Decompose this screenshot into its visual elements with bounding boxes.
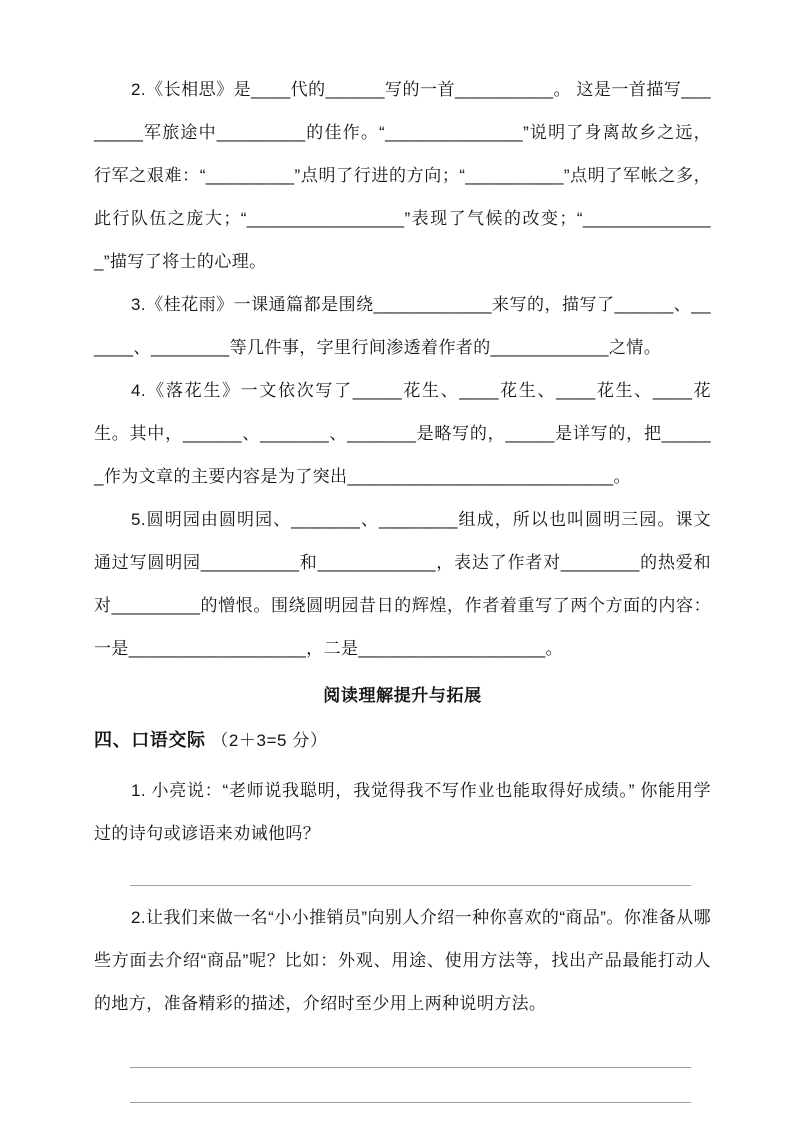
oral-section-score: （2＋3=5 分） bbox=[211, 731, 328, 750]
fill-question-3: 3.《桂花雨》一课通篇都是围绕____________来写的，描写了______、______、________等几件事，字里行间渗透着作者的____________之情。 bbox=[94, 295, 711, 357]
fill-question-5: 5.圆明园由圆明园、_______、________组成，所以也叫圆明三园。课文通过写圆明园__________和____________，表达了作者对________的热爱和对_________的憎恨。围绕圆明园昔日的辉煌，作者着重写了两个方面的内容：一是__________________，二是___________________。 bbox=[94, 510, 711, 658]
answer-line bbox=[130, 1067, 691, 1068]
reading-section-heading: 阅读理解提升与拓展 bbox=[323, 686, 482, 705]
fill-question-4: 4.《落花生》一文依次写了_____花生、____花生、____花生、____花生。其中，______、_______、_______是略写的，_____是详写的，把______作为文章的主要内容是为了突出___________________________。 bbox=[94, 381, 711, 486]
answer-line bbox=[130, 1102, 691, 1103]
oral-section-name: 四、口语交际 bbox=[94, 730, 206, 750]
oral-question-2: 2.让我们来做一名“小小推销员”向别人介绍一种你喜欢的“商品”。你准备从哪些方面去介绍“商品”呢？比如：外观、用途、使用方法等，找出产品最能打动人的地方，准备精彩的描述，介绍时至少用上两种说明方法。 bbox=[94, 908, 711, 1013]
oral-section-title bbox=[94, 718, 711, 763]
fill-question-2: 2.《长相思》是____代的______写的一首__________。 这是一首描写________军旅途中_________的佳作。“______________”说明了身离故乡之远，行军之艰难：“_________”点明了行进的方向；“__________”点明了军帐之多，此行队伍之庞大；“________________”表现了气候的改变；“______________”描写了将士的心理。 bbox=[94, 80, 711, 271]
answer-line bbox=[130, 885, 691, 886]
oral-question-1: 1. 小亮说：“老师说我聪明，我觉得我不写作业也能取得好成绩。” 你能用学过的诗句或谚语来劝诫他吗？ bbox=[94, 781, 711, 843]
